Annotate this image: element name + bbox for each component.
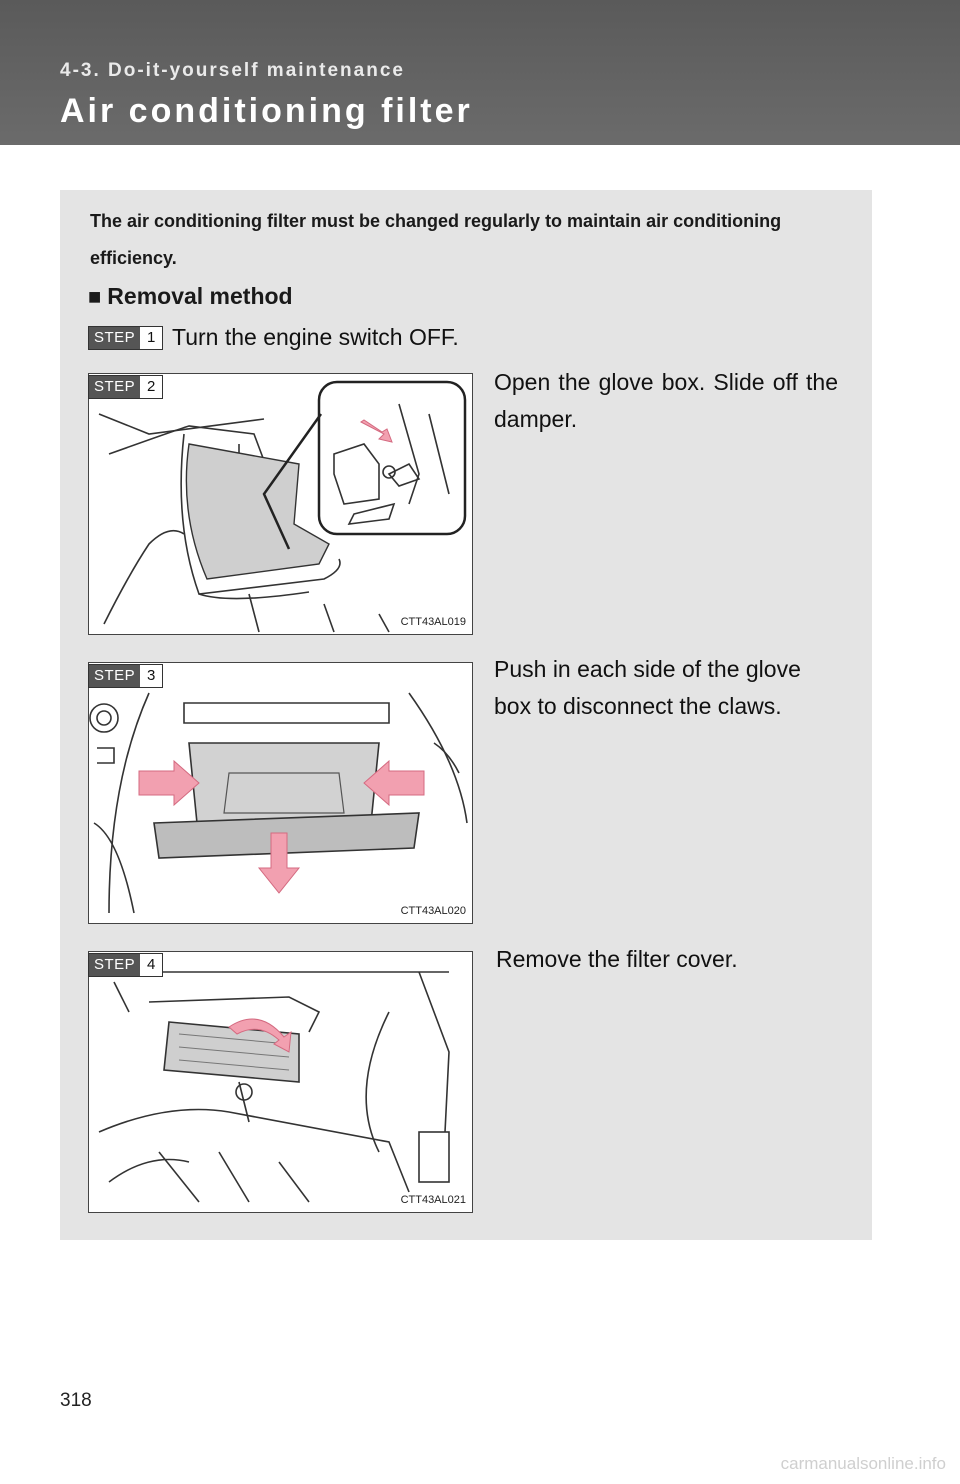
step-3-figure bbox=[88, 662, 473, 924]
section-label: 4-3. Do-it-yourself maintenance bbox=[60, 60, 405, 81]
figure-code: CTT43AL019 bbox=[400, 616, 466, 628]
step-1-badge bbox=[88, 326, 163, 350]
step-label: STEP bbox=[89, 376, 140, 398]
glove-box-claws-illustration bbox=[89, 663, 472, 923]
step-4-text: Remove the filter cover. bbox=[496, 946, 738, 972]
step-2-text: Open the glove box. Slide off the damper. bbox=[494, 369, 838, 432]
removal-method-title: Removal method bbox=[107, 283, 293, 309]
step-2-badge bbox=[88, 375, 163, 399]
page-number: 318 bbox=[60, 1390, 92, 1411]
step-number: 4 bbox=[147, 956, 156, 973]
step-4-figure bbox=[88, 951, 473, 1213]
step-2-figure bbox=[88, 373, 473, 635]
step-number: 2 bbox=[147, 378, 156, 395]
glove-box-damper-illustration bbox=[89, 374, 472, 634]
figure-code: CTT43AL021 bbox=[400, 1194, 466, 1206]
figure-code: CTT43AL020 bbox=[400, 905, 466, 917]
step-label: STEP bbox=[89, 327, 140, 349]
step-label: STEP bbox=[89, 665, 140, 687]
step-number: 3 bbox=[147, 667, 156, 684]
watermark: carmanualsonline.info bbox=[780, 1454, 946, 1473]
removal-method-heading bbox=[88, 283, 293, 310]
step-3-badge bbox=[88, 664, 163, 688]
step-3-text: Push in each side of the glove box to disconnect the claws. bbox=[494, 656, 801, 719]
step-label: STEP bbox=[89, 954, 140, 976]
step-1-text: Turn the engine switch OFF. bbox=[172, 324, 459, 350]
page-title: Air conditioning filter bbox=[60, 92, 473, 130]
square-bullet-icon: ■ bbox=[88, 284, 102, 309]
page-header bbox=[0, 0, 960, 145]
filter-cover-illustration bbox=[89, 952, 472, 1212]
intro-text: The air conditioning filter must be changed regularly to maintain air conditioning efficiency. bbox=[90, 211, 782, 268]
step-4-badge bbox=[88, 953, 163, 977]
step-number: 1 bbox=[147, 329, 156, 346]
